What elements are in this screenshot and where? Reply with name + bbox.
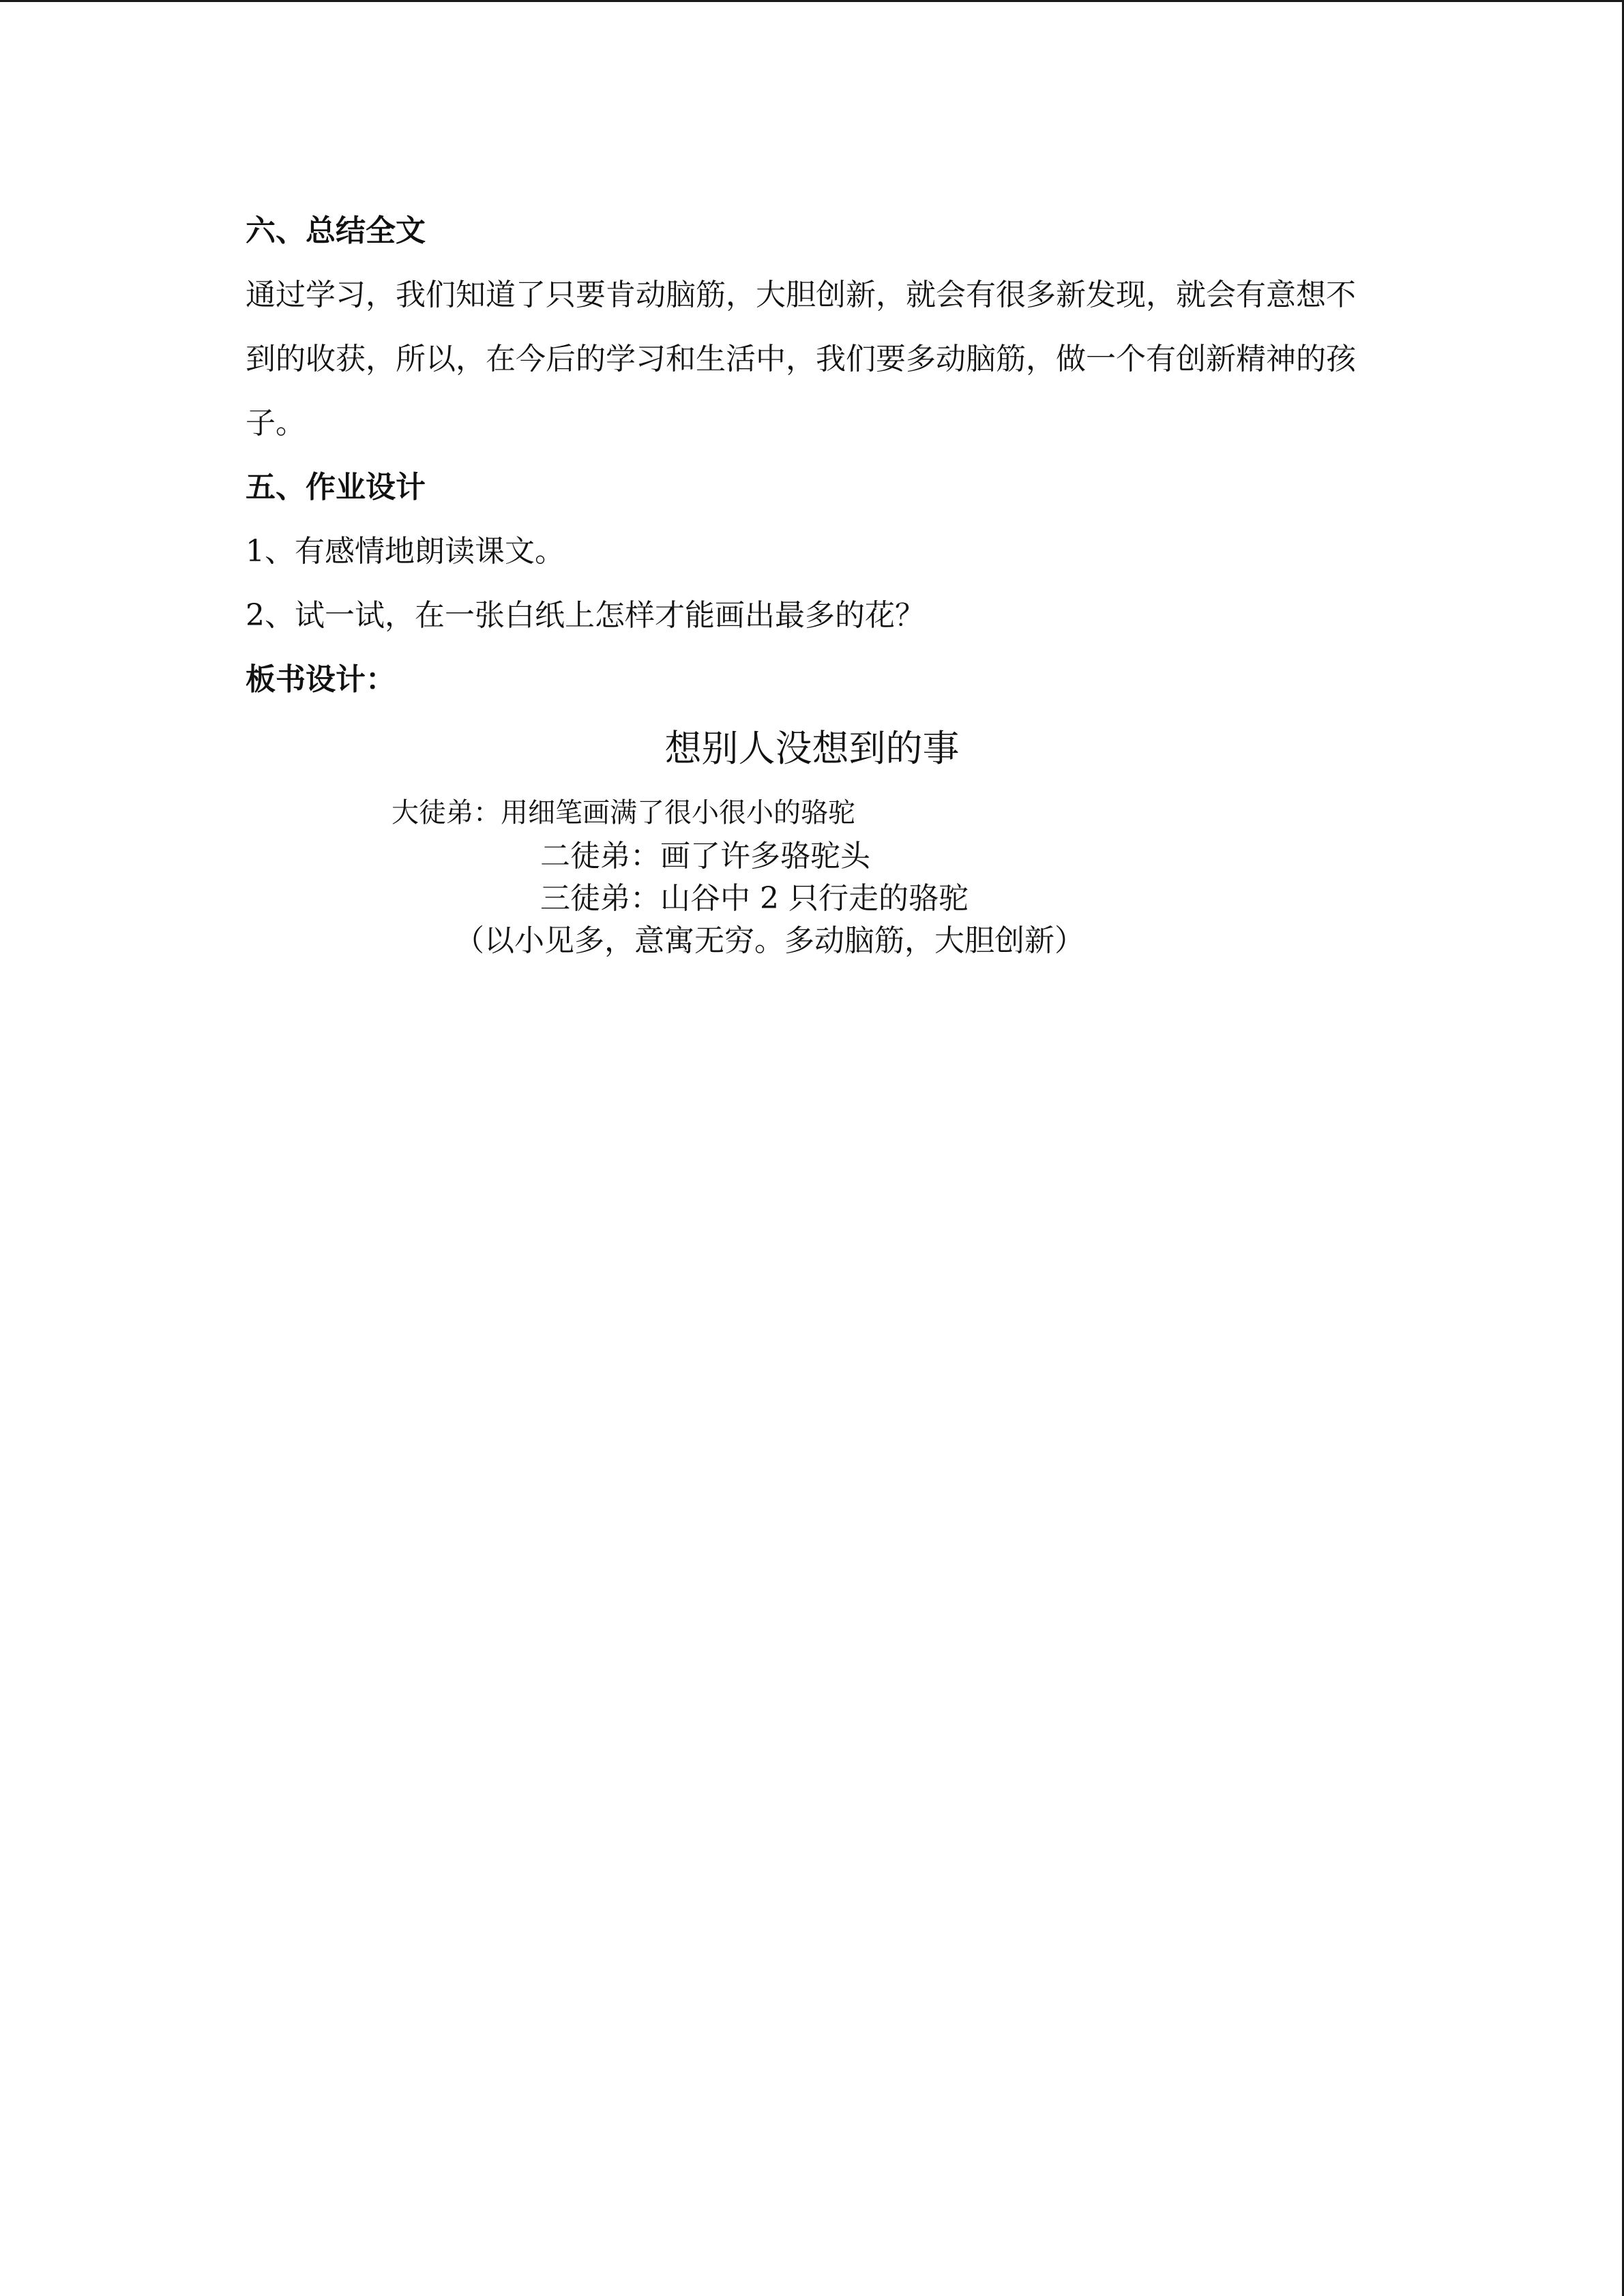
board-line-summary: （以小见多，意寓无穷。多动脑筋，大胆创新） — [454, 923, 1084, 958]
document-page — [246, 199, 1378, 712]
summary-paragraph: 通过学习，我们知道了只要肯动脑筋，大胆创新，就会有很多新发现，就会有意想不到的收获，所以，在今后的学习和生活中，我们要多动脑筋，做一个有创新精神的孩子。 — [246, 278, 1356, 441]
homework-item-2: 2、试一试，在一张白纸上怎样才能画出最多的花？ — [246, 598, 925, 633]
page-top-border — [0, 0, 1624, 2]
homework-heading: 五、作业设计 — [246, 470, 426, 505]
board-line-first-disciple: 大徒弟：用细笔画满了很小很小的骆驼 — [392, 797, 855, 829]
homework-item-1: 1、有感情地朗读课文。 — [246, 534, 565, 569]
board-line-second-disciple: 二徒弟：画了许多骆驼头 — [540, 839, 870, 874]
board-title: 想别人没想到的事 — [664, 727, 960, 770]
summary-heading: 六、总结全文 — [246, 213, 426, 248]
board-heading: 板书设计： — [246, 662, 396, 697]
board-line-third-disciple: 三徒弟：山谷中 2 只行走的骆驼 — [540, 881, 969, 916]
